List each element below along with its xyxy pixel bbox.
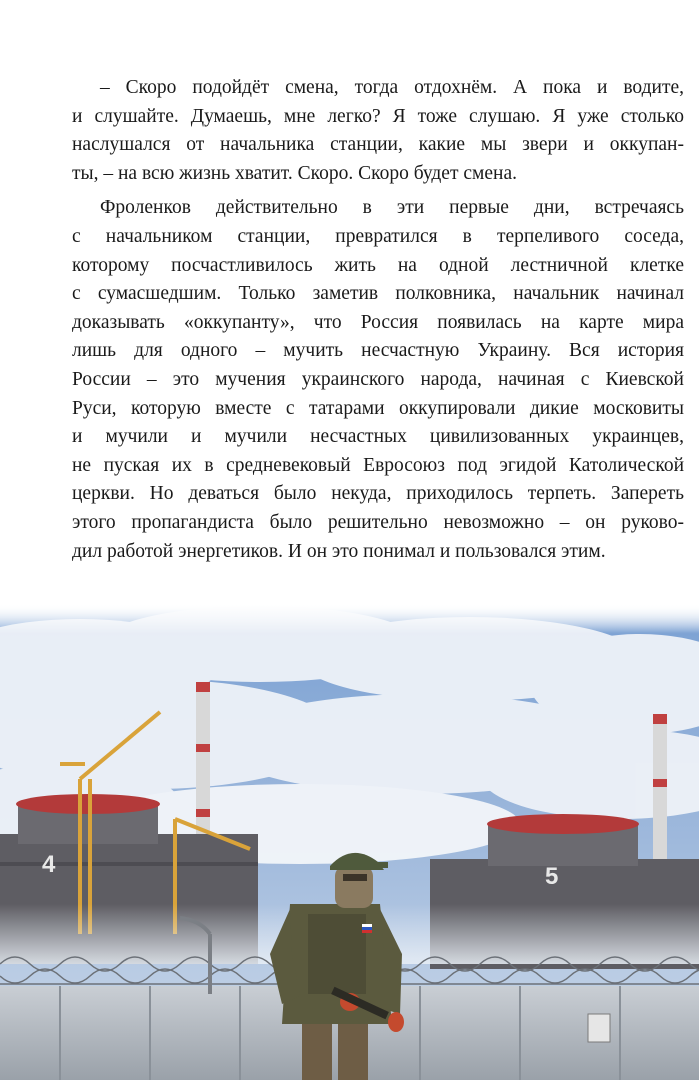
text-line: и мучили и мучили несчастных цивилизованных украинцев, bbox=[72, 426, 684, 448]
text-line: с сумасшедшим. Только заметив полковника, начальник начинал bbox=[72, 283, 684, 305]
text-line: наслушался от начальника станции, какие мы звери и оккупан- bbox=[72, 134, 684, 156]
text-line: лишь для одного – мучить несчастную Украину. Вся история bbox=[72, 340, 684, 362]
paragraph-2 bbox=[72, 194, 684, 566]
text-line: ты, – на всю жизнь хватит. Скоро. Скоро будет смена. bbox=[72, 162, 517, 184]
reactor-label-5: 5 bbox=[545, 863, 559, 890]
power-plant-photo bbox=[0, 604, 699, 1080]
paragraph-1 bbox=[72, 74, 684, 188]
text-line: Руси, которую вместе с татарами оккупировали дикие московиты bbox=[72, 397, 684, 419]
text-line: Фроленков действительно в эти первые дни, встречаясь bbox=[100, 197, 684, 219]
text-line: России – это мучения украинского народа, начиная с Киевской bbox=[72, 368, 684, 390]
text-line: и слушайте. Думаешь, мне легко? Я тоже слушаю. Я уже столько bbox=[72, 105, 684, 127]
text-line: дил работой энергетиков. И он это понимал и пользовался этим. bbox=[72, 540, 606, 562]
text-line: этого пропагандиста было решительно невозможно – он руково- bbox=[72, 511, 684, 533]
text-line: с начальником станции, превратился в терпеливого соседа, bbox=[72, 225, 684, 247]
text-line: церкви. Но деваться было некуда, приходилось терпеть. Запереть bbox=[72, 483, 684, 505]
page-text bbox=[72, 74, 684, 566]
text-line: которому посчастливилось жить на одной лестничной клетке bbox=[72, 254, 684, 276]
text-line: доказывать «оккупанту», что Россия появилась на карте мира bbox=[72, 311, 684, 333]
text-line: – Скоро подойдёт смена, тогда отдохнём. А пока и водите, bbox=[100, 77, 684, 98]
text-line: не пуская их в средневековый Евросоюз под эгидой Католической bbox=[72, 454, 684, 476]
reactor-label-4: 4 bbox=[42, 851, 56, 878]
